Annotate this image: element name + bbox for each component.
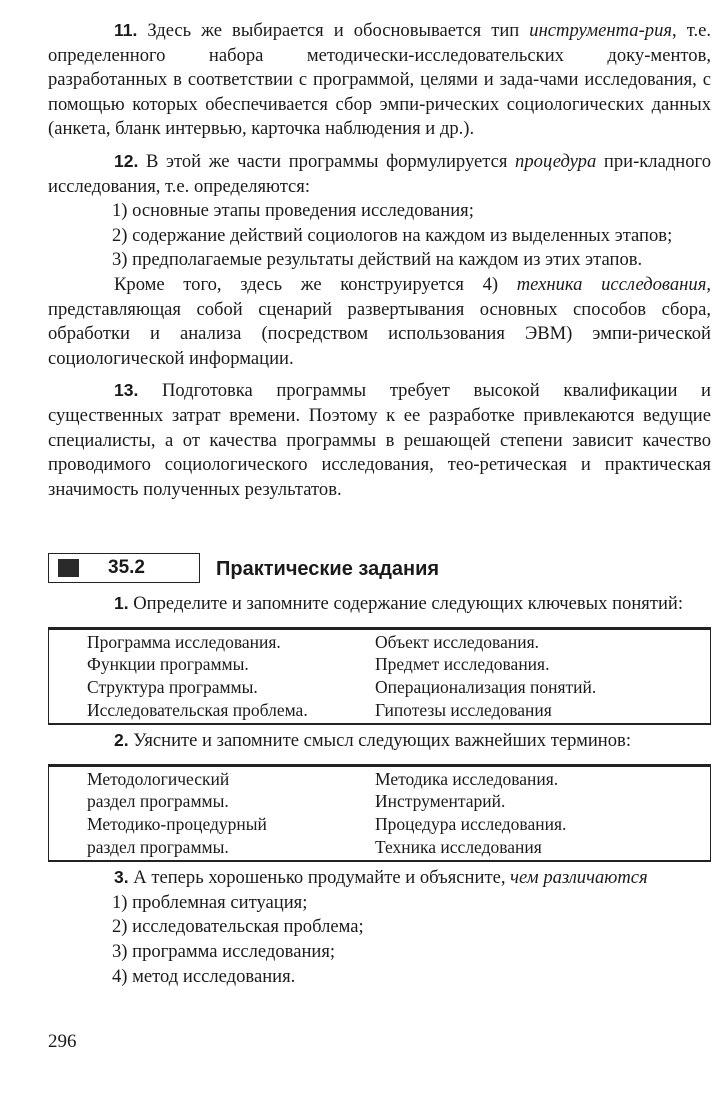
term-cell: Методика исследования. [375, 768, 559, 789]
term-cell: Структура программы. [87, 677, 258, 698]
paragraph-12-continued [48, 273, 711, 371]
list-item: 1) проблемная ситуация; [112, 891, 308, 913]
term-cell: Методико-процедурный [87, 814, 267, 835]
list-item: 3) предполагаемые результаты действий на каждом из этих этапов. [112, 249, 643, 271]
key-terms-table [48, 764, 711, 862]
term-cell: раздел программы. [87, 836, 229, 857]
term-cell: Методологический [87, 768, 230, 789]
paragraph-text: Кроме того, здесь же конструируется 4) [114, 273, 517, 295]
task-1 [48, 591, 711, 617]
paragraph-text: , т.е. определенного набора методически-исследовательских доку-ментов, разработанных в соответствии с программой, целями и зада-чами исследования, с помощью которых обеспечивается сбор эмпи-рических социологических данных (анкета, бланк интервью, карточка наблюдения и др.). [48, 20, 711, 140]
task-text: Уясните и запомните смысл следующих важнейших терминов: [128, 730, 631, 752]
term-cell: Операционализация понятий. [375, 677, 597, 698]
list-item: 3) программа исследования; [112, 941, 336, 962]
emphasis-term: процедура [515, 150, 597, 172]
task-2 [48, 728, 711, 754]
paragraph-number: 11. [114, 20, 138, 40]
paragraph-12 [48, 149, 711, 199]
paragraph-text: , представляющая собой сценарий развертывания основных способов сбора, обработки и анализа (посредством использования ЭВМ) эмпи-рической социологической информации. [48, 273, 711, 369]
task-text: А теперь хорошенько продумайте и объясните, [128, 867, 511, 889]
list-item: 2) содержание действий социологов на каждом из выделенных этапов; [112, 224, 673, 246]
list-item: 1) основные этапы проведения исследования; [112, 200, 474, 222]
paragraph-text: Здесь же выбирается и обосновывается тип [137, 20, 530, 41]
term-cell: Функции программы. [87, 654, 249, 675]
paragraph-number: 12. [114, 150, 139, 171]
term-cell: Объект исследования. [375, 631, 539, 652]
section-title: Практические задания [216, 558, 440, 581]
section-marker-icon [58, 559, 79, 577]
list-item: 4) метод исследования. [112, 965, 296, 987]
section-number-box [48, 553, 200, 583]
task-number: 2. [114, 730, 129, 751]
term-cell: раздел программы. [87, 791, 229, 812]
task-number: 3. [114, 867, 129, 888]
paragraph-text: В этой же части программы формулируется [138, 150, 516, 172]
task-3 [48, 865, 711, 891]
page-number: 296 [48, 1031, 77, 1052]
page-content [48, 18, 711, 989]
emphasis-term: чем различаются [510, 867, 648, 889]
task-number: 1. [114, 593, 129, 614]
term-cell: Техника исследования [375, 836, 542, 857]
paragraph-13 [48, 378, 711, 502]
paragraph-text: при-кладного исследования, т.е. определяются: [48, 150, 711, 197]
term-cell: Исследовательская проблема. [87, 699, 308, 720]
term-cell: Программа исследования. [87, 631, 281, 652]
emphasis-term: техника исследования [516, 273, 707, 295]
task-text: Определите и запомните содержание следующих ключевых понятий: [128, 593, 684, 615]
section-number: 35.2 [108, 557, 145, 579]
term-cell: Инструментарий. [375, 791, 506, 812]
term-cell: Гипотезы исследования [375, 699, 552, 720]
section-header [48, 551, 711, 591]
paragraph-text: Подготовка программы требует высокой квалификации и существенных затрат времени. Поэтому к ее разработке привлекаются ведущие специалисты, а от качества программы в решающей степени зависит качество проводимого социологического исследования, тео-ретическая и практическая значимость полученных результатов. [48, 380, 711, 500]
term-cell: Предмет исследования. [375, 654, 550, 675]
key-concepts-table [48, 627, 711, 725]
paragraph-11 [48, 18, 711, 142]
emphasis-term: инструмента-рия [529, 20, 673, 41]
term-cell: Процедура исследования. [375, 814, 567, 835]
paragraph-number: 13. [114, 380, 139, 401]
list-item: 2) исследовательская проблема; [112, 916, 364, 938]
